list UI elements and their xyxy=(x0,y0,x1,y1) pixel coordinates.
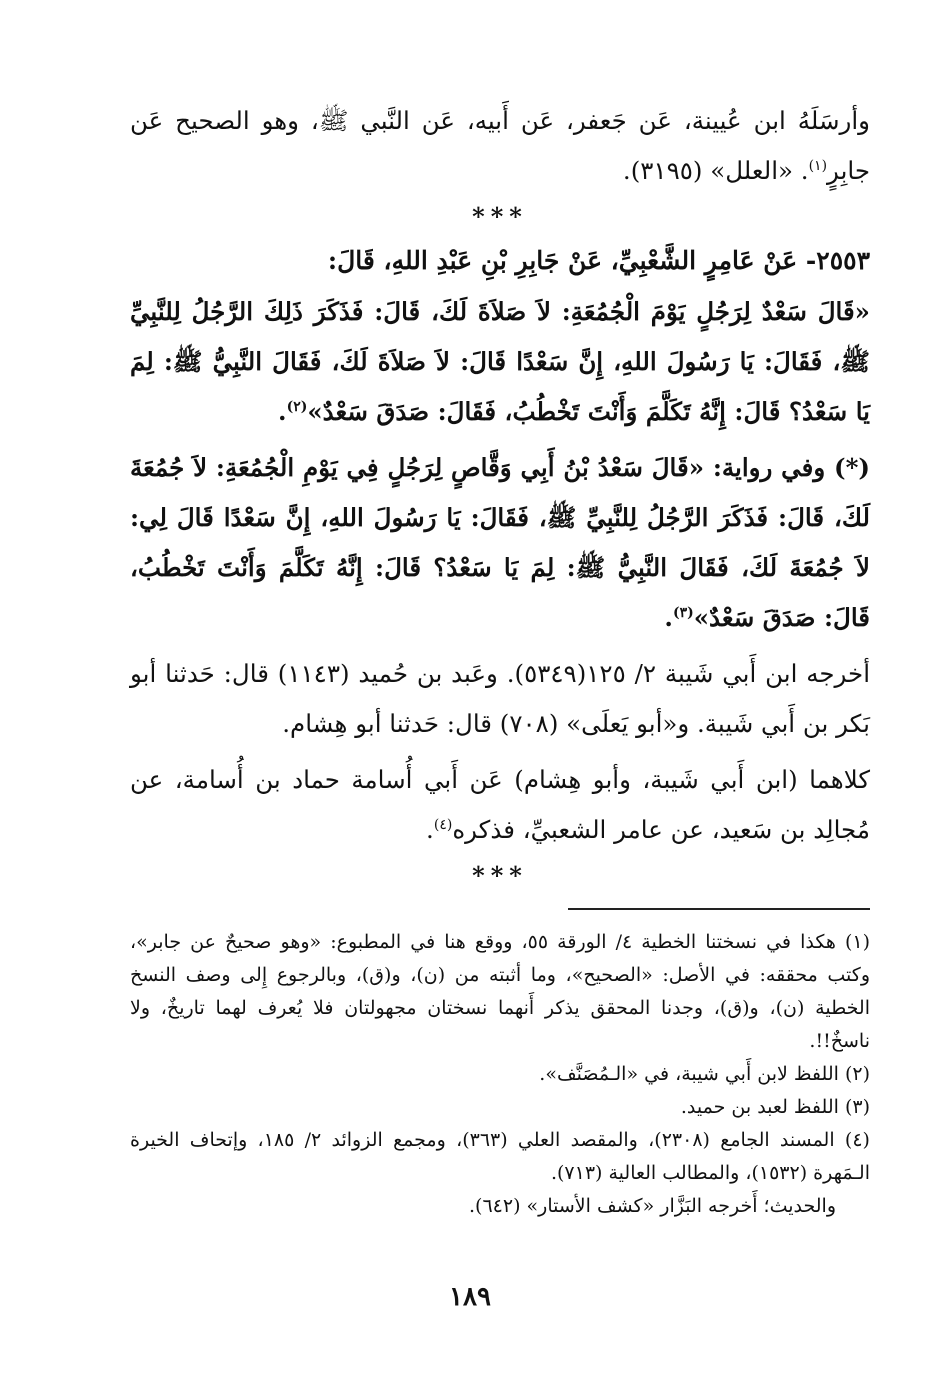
footnote-3: (٣) اللفظ لعبد بن حميد. xyxy=(680,1096,870,1118)
page-number: ١٨٩ xyxy=(449,1282,491,1312)
footnote-4: (٤) المسند الجامع (٢٣٠٨)، والمقصد العلي (٣٦٣)، ومجمع الزوائد ٢/ ١٨٥، وإتحاف الخيرة الـمَهرة (١٥٣٢)، والمطالب العالية (٧١٣). xyxy=(130,1129,870,1184)
takhrij-paragraph-2: كلاهما (ابن أَبي شَيبة، وأبو هِشام) عَن أَبي أُسامة حماد بن أُسامة، عن مُجالِد بن سَعيد، عن عامر الشعبيِّ، فذكره$^{(٤)}$. xyxy=(130,765,870,844)
hadith-heading xyxy=(130,239,870,283)
hadith-riwaya: (*) وفي رواية: «قَالَ سَعْدُ بْنُ أَبِي وَقَّاصٍ لِرَجُلٍ فِي يَوْمِ الْجُمُعَةِ: لاَ جُمُعَةَ لَكَ، قَالَ: فَذَكَرَ الرَّجُلُ لِلنَّبِيِّ ﷺ، فَقَالَ: يَا رَسُولَ اللهِ، إِنَّ سَعْدًا قَالَ لِي: لاَ جُمُعَةَ لَكَ، فَقَالَ النَّبِيُّ ﷺ: لِمَ يَا سَعْدُ؟ قَالَ: إِنَّهُ تَكَلَّمَ وَأَنْتَ تَخْطُبُ، قَالَ: صَدَقَ سَعْدٌ»$^{(٣)}$. xyxy=(130,453,870,632)
footnote-4-extra: والحديث؛ أَخرجه البَزَّار «كشف الأستار» (٦٤٢). xyxy=(469,1195,836,1217)
footnote-2: (٢) اللفظ لابن أَبي شيبة، في «الـمُصَنَّف». xyxy=(539,1063,870,1085)
section-separator-2: *** xyxy=(472,861,528,890)
footnote-ref-2: (٢) xyxy=(286,398,308,415)
footnotes xyxy=(130,926,870,1223)
hadith-isnad: عَنْ عَامِرٍ الشَّعْبِيِّ، عَنْ جَابِرِ بْنِ عَبْدِ اللهِ، قَالَ: xyxy=(327,246,798,275)
riwaya-text: (*) وفي رواية: «قَالَ سَعْدُ بْنُ أَبِي وَقَّاصٍ لِرَجُلٍ فِي يَوْمِ الْجُمُعَةِ: لاَ جُمُعَةَ لَكَ، قَالَ: فَذَكَرَ الرَّجُلُ لِلنَّبِيِّ ﷺ، فَقَالَ: يَا رَسُولَ اللهِ، إِنَّ سَعْدًا قَالَ لِي: لاَ جُمُعَةَ لَكَ، فَقَالَ النَّبِيُّ ﷺ: لِمَ يَا سَعْدُ؟ قَالَ: إِنَّهُ تَكَلَّمَ وَأَنْتَ تَخْطُبُ، قَالَ: صَدَقَ سَعْدٌ» xyxy=(130,453,870,632)
footnote-ref-3: (٣) xyxy=(672,604,694,621)
takhrij-paragraph-1: أخرجه ابن أَبي شَيبة ٢/ ١٢٥(٥٣٤٩). وعَبد بن حُميد (١١٤٣) قال: حَدثنا أبو بَكر بن أَبي شَيبة. و«أبو يَعلَى» (٧٠٨) قال: حَدثنا أبو هِشام. xyxy=(130,659,871,738)
section-separator: *** xyxy=(472,202,528,231)
intro-text: وأرسَلَهُ ابن عُيينة، عَن جَعفر، عَن أَبيه، عَن النَّبي ﷺ، وهو الصحيح عَن جابِرٍ xyxy=(130,106,870,185)
matn-text: «قَالَ سَعْدٌ لِرَجُلٍ يَوْمَ الْجُمُعَةِ: لاَ صَلاَةَ لَكَ، قَالَ: فَذَكَرَ ذَلِكَ الرَّجُلُ لِلنَّبِيِّ ﷺ، فَقَالَ: يَا رَسُولَ اللهِ، إِنَّ سَعْدًا قَالَ: لاَ صَلاَةَ لَكَ، فَقَالَ النَّبِيُّ ﷺ: لِمَ يَا سَعْدُ؟ قَالَ: إِنَّهُ تَكَلَّمَ وَأَنْتَ تَخْطُبُ، فَقَالَ: صَدَقَ سَعْدٌ» xyxy=(130,297,870,426)
intro-tail: . «العلل» (٣١٩٥). xyxy=(622,156,809,185)
footnote-ref-1: (١) xyxy=(808,157,828,174)
takhrij-2-text: كلاهما (ابن أَبي شَيبة، وأبو هِشام) عَن أَبي أُسامة حماد بن أُسامة، عن مُجالِد بن سَعيد، عن عامر الشعبيِّ، فذكره xyxy=(130,765,870,844)
intro-paragraph xyxy=(130,96,870,196)
footnote-ref-4: (٤) xyxy=(433,816,453,833)
footnote-divider xyxy=(568,908,870,910)
footnote-1: (١) هكذا في نسختنا الخطية ٤/ الورقة ٥٥، ووقع هنا في المطبوع: «وهو صحيحٌ عن جابر»، وكتب محققه: في الأصل: «الصحيح»، وما أثبته من (ن)، و(ق)، وبالرجوع إِلى وصف النسخ الخطية (ن)، و(ق)، وجدنا المحقق يذكر أَنهما نسختان مجهولتان فلا يُعرف لهما تاريخٌ، ولا ناسخٌ!!. xyxy=(130,931,870,1052)
hadith-number: ٢٥٥٣- xyxy=(805,246,870,275)
hadith-matn: «قَالَ سَعْدٌ لِرَجُلٍ يَوْمَ الْجُمُعَةِ: لاَ صَلاَةَ لَكَ، قَالَ: فَذَكَرَ ذَلِكَ الرَّجُلُ لِلنَّبِيِّ ﷺ، فَقَالَ: يَا رَسُولَ اللهِ، إِنَّ سَعْدًا قَالَ: لاَ صَلاَةَ لَكَ، فَقَالَ النَّبِيُّ ﷺ: لِمَ يَا سَعْدُ؟ قَالَ: إِنَّهُ تَكَلَّمَ وَأَنْتَ تَخْطُبُ، فَقَالَ: صَدَقَ سَعْدٌ»$^{(٢)}$. xyxy=(130,297,870,426)
